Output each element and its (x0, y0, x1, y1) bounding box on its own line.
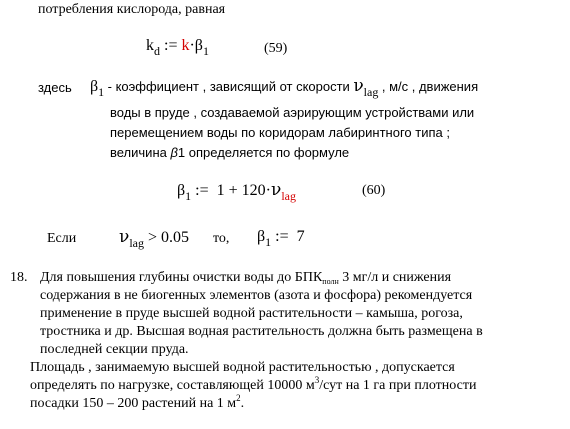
eq59-lhs-sub: d (154, 44, 160, 58)
equation-60 (177, 180, 296, 203)
beta-symbol: β (90, 78, 99, 95)
eq59-lhs: k (146, 37, 154, 54)
para-line2-sup: 3 (314, 375, 320, 385)
beta-def-line4-beta: β (170, 145, 178, 160)
eq59-assign: := (164, 37, 178, 54)
item-18-bpk-sub: полн (322, 277, 339, 286)
nu-symbol: ν (353, 76, 364, 96)
para-line2 (30, 375, 477, 394)
top-text-line: потребления кислорода, равная (38, 2, 226, 17)
para-line2-b: /сут на 1 га при плотности (319, 378, 477, 393)
item-18-line4: тростника и др. Высшая водная растительность должна быть размещена в (40, 324, 483, 339)
beta-definition-line2: воды в пруде , создаваемой аэрирующим устройствами или (110, 105, 475, 120)
beta-def-line4-a: величина (110, 145, 167, 160)
equation-60-number: (60) (362, 183, 386, 198)
para-line1: Площадь , занимаемую высшей водной растительностью , допускается (30, 360, 455, 375)
beta-sub: 1 (98, 85, 105, 99)
para-line3 (30, 393, 245, 412)
if-label: Если (47, 231, 77, 246)
item-18-number: 18. (10, 270, 28, 285)
para-line2-a: определять по нагрузке, составляющей 10000 м (30, 378, 315, 393)
beta-def-line4-b: определяется по формуле (188, 145, 350, 160)
para-line3-a: посадки 150 – 200 растений на 1 м (30, 396, 237, 411)
item-18-line1-b: 3 мг/л и снижения (342, 270, 452, 285)
eq60-rhs: := 1 + 120· (195, 182, 271, 199)
assign-value: := 7 (275, 228, 305, 245)
eq60-nu: ν (270, 180, 282, 200)
assign-beta-sub: 1 (265, 235, 272, 249)
eq60-nu-sub: lag (281, 189, 296, 203)
cond-nu-sub: lag (129, 236, 145, 250)
para-line3-b: . (240, 396, 245, 411)
nu-sub: lag (363, 85, 379, 99)
beta-def-text1: - коэффициент , зависящий от скорости (107, 79, 350, 94)
beta-definition-line1 (90, 76, 479, 99)
assign-beta: β (257, 228, 266, 245)
beta-assign (257, 228, 305, 249)
eq60-beta-sub: 1 (185, 189, 192, 203)
item-18-line1 (40, 270, 451, 287)
beta-definition-line4 (110, 145, 349, 161)
condition (119, 227, 190, 250)
beta-def-line4-num: 1 (177, 145, 186, 160)
eq60-beta: β (177, 182, 186, 199)
item-18-line1-a: Для повышения глубины очистки воды до БПК (40, 270, 323, 285)
here-label: здесь (38, 80, 72, 95)
cond-nu: ν (119, 227, 130, 247)
eq59-k: k (181, 37, 190, 54)
item-18-line2: содержания в не биогенных элементов (азота и фосфора) рекомендуется (40, 288, 473, 303)
eq59-dot: · (189, 37, 195, 54)
item-18-line3: применение в пруде высшей водной растительности – камыша, рогоза, (40, 306, 463, 321)
eq59-beta: β (194, 37, 203, 54)
equation-59-number: (59) (264, 41, 288, 56)
beta-def-text2: , м/с , движения (381, 79, 479, 94)
eq59-beta-sub: 1 (202, 44, 209, 58)
beta-definition-line3: перемещением воды по коридорам лабиринтного типа ; (110, 125, 450, 140)
item-18-line5: последней секции пруда. (40, 342, 189, 357)
para-line3-sup: 2 (236, 393, 241, 403)
cond-value: > 0.05 (148, 229, 190, 246)
then-label: то, (213, 231, 230, 246)
equation-59 (146, 37, 209, 58)
